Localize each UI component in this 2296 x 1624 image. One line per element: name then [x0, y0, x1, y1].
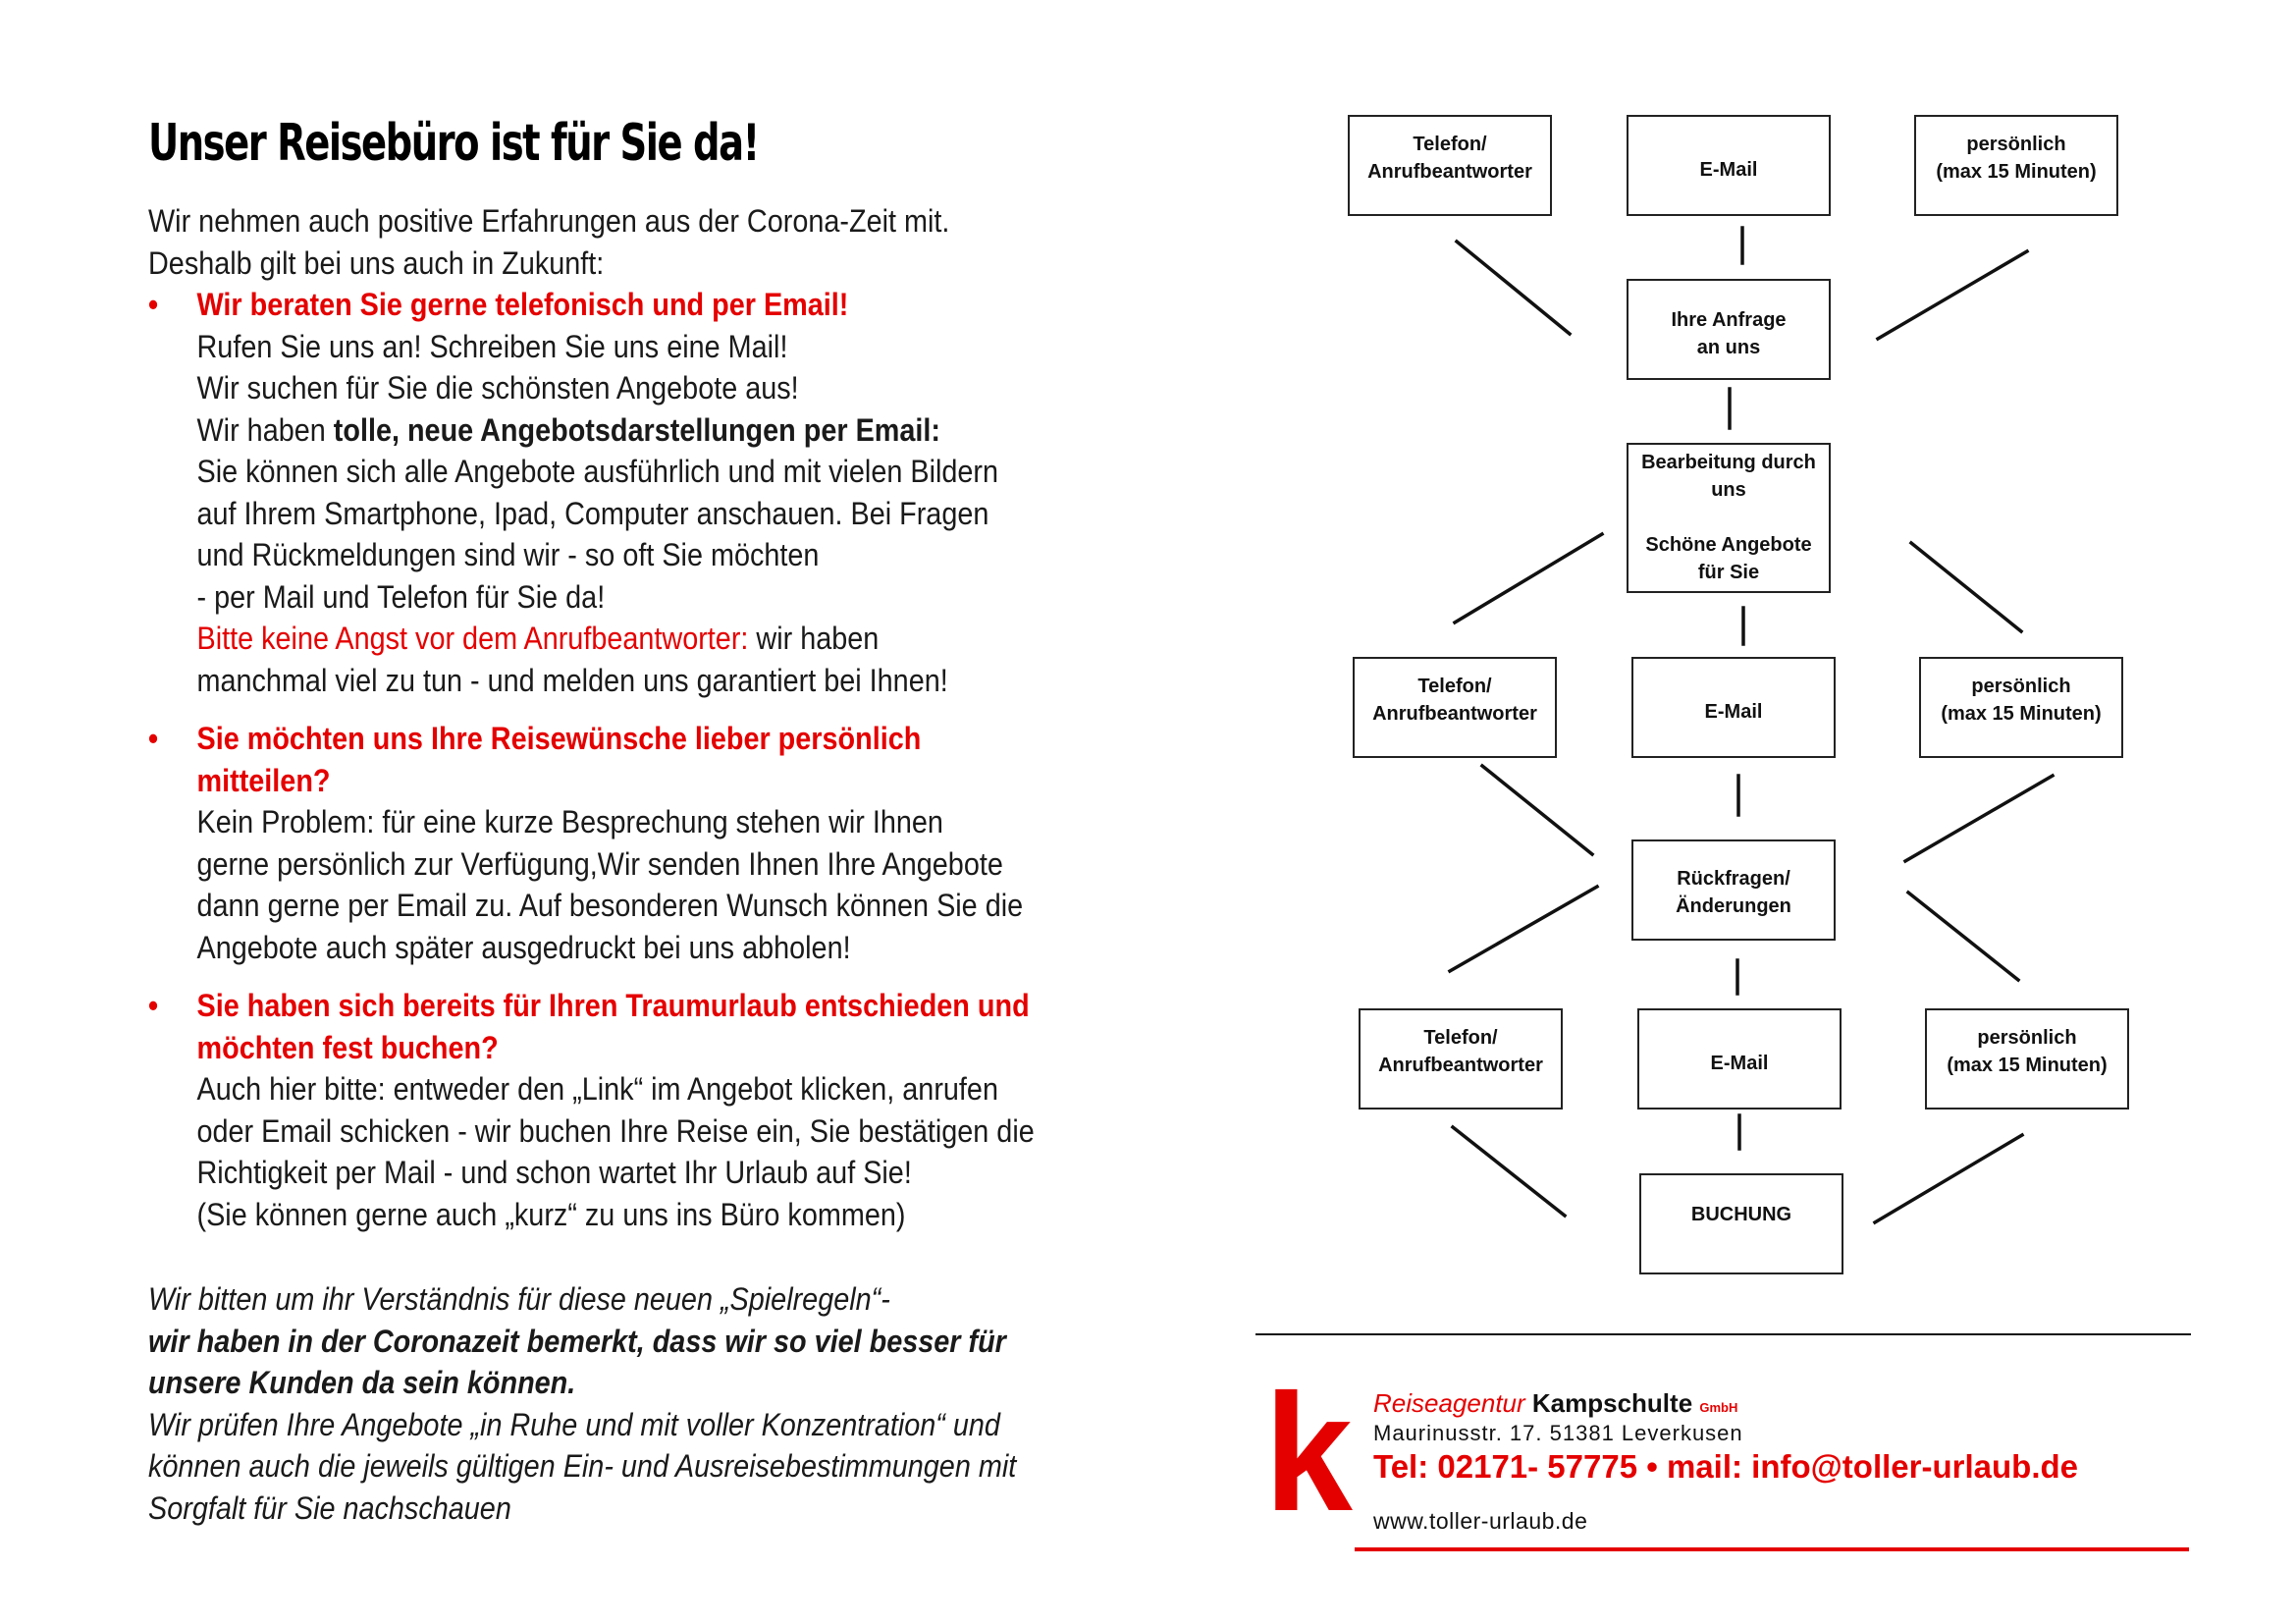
flow-box-personal: persönlich (max 15 Minuten) [1919, 657, 2123, 758]
paragraph-line: Richtigkeit per Mail - und schon wartet Ihr Urlaub auf Sie! [196, 1155, 912, 1190]
bullet-heading-1: • Wir beraten Sie gerne telefonisch und per Email! [148, 284, 1076, 326]
paragraph-line: auf Ihrem Smartphone, Ipad, Computer anschauen. Bei Fragen [196, 495, 989, 531]
bullet-heading-3: • Sie haben sich bereits für Ihren Traumurlaub entschieden und [148, 985, 1076, 1027]
connector-line [1875, 1135, 2022, 1222]
flow-box-email: E-Mail [1637, 1008, 1842, 1110]
paragraph-line: Angebote auch später ausgedruckt bei uns abholen! [196, 929, 851, 965]
flow-box-changes: Rückfragen/ Änderungen [1631, 839, 1836, 941]
flow-box-phone: Telefon/ Anrufbeantworter [1353, 657, 1557, 758]
paragraph-line: - per Mail und Telefon für Sie da! [196, 578, 606, 615]
bullet-heading-3-cont: möchten fest buchen? [196, 1029, 499, 1065]
flow-box-email: E-Mail [1631, 657, 1836, 758]
bullet-heading-2: • Sie möchten uns Ihre Reisewünsche lieber persönlich [148, 718, 1076, 760]
paragraph-line: gerne persönlich zur Verfügung,Wir senden Ihnen Ihre Angebote [196, 845, 1003, 882]
closing-line: können auch die jeweils gültigen Ein- und Ausreisebestimmungen mit [148, 1448, 1017, 1484]
connector-line [1455, 534, 1602, 623]
page-title: Unser Reisebüro ist für Sie da! [148, 114, 759, 173]
paragraph-line: dann gerne per Email zu. Auf besonderen Wunsch können Sie die [196, 888, 1024, 923]
connector-line [1453, 1127, 1565, 1216]
closing-line: Sorgfalt für Sie nachschauen [148, 1489, 511, 1526]
paragraph-line: oder Email schicken - wir buchen Ihre Reise ein, Sie bestätigen die [196, 1112, 1035, 1149]
connector-line [1905, 776, 2053, 861]
connector-line [1911, 543, 2021, 631]
flow-box-processing: Bearbeitung durch uns Schöne Angebote für Sie [1627, 443, 1831, 593]
flow-box-request: Ihre Anfrage an uns [1627, 279, 1831, 380]
paragraph-line: manchmal viel zu tun - und melden uns garantiert bei Ihnen! [196, 662, 948, 698]
highlight-text: tolle, neue Angebotsdarstellungen per Email: [333, 411, 940, 448]
flow-box-email: E-Mail [1627, 115, 1831, 216]
flow-box-personal: persönlich (max 15 Minuten) [1925, 1008, 2129, 1110]
paragraph-line: (Sie können gerne auch „kurz“ zu uns ins Büro kommen) [196, 1196, 906, 1232]
paragraph-line: Auch hier bitte: entweder den „Link“ im Angebot klicken, anrufen [196, 1071, 998, 1107]
paragraph-line: Rufen Sie uns an! Schreiben Sie uns eine Mail! [196, 328, 788, 364]
paragraph-line: Wir haben tolle, neue Angebotsdarstellungen per Email: [196, 411, 940, 448]
closing-line-bold: unsere Kunden da sein können. [148, 1365, 576, 1400]
divider [1255, 1333, 2191, 1335]
flow-box-booking: BUCHUNG [1639, 1173, 1843, 1274]
company-website-link[interactable]: www.toller-urlaub.de [1373, 1508, 1588, 1534]
paragraph-line: und Rückmeldungen sind wir - so oft Sie möchten [196, 537, 820, 572]
flow-box-phone: Telefon/ Anrufbeantworter [1348, 115, 1552, 216]
connector-line [1457, 242, 1570, 334]
closing-line-bold: wir haben in der Coronazeit bemerkt, dass wir so viel besser für [148, 1323, 1006, 1359]
connector-line [1908, 893, 2018, 980]
flow-box-phone: Telefon/ Anrufbeantworter [1359, 1008, 1563, 1110]
flow-box-personal: persönlich (max 15 Minuten) [1914, 115, 2118, 216]
logo-underline [1355, 1547, 2189, 1551]
bullet-icon: • [148, 988, 159, 1023]
bullet-icon: • [148, 721, 159, 756]
paragraph-line: Sie können sich alle Angebote ausführlich und mit vielen Bildern [196, 454, 999, 489]
paragraph-line: Wir suchen für Sie die schönsten Angebote aus! [196, 370, 799, 406]
company-contact[interactable]: Tel: 02171- 57775 • mail: info@toller-urlaub.de [1373, 1448, 2078, 1485]
company-address: Maurinusstr. 17. 51381 Leverkusen [1373, 1421, 1743, 1445]
closing-line: Wir prüfen Ihre Angebote „in Ruhe und mit voller Konzentration“ und [148, 1406, 1000, 1442]
company-name: Reiseagentur Kampschulte GmbH [1373, 1388, 1738, 1418]
connector-line [1878, 251, 2027, 339]
intro-line: Wir nehmen auch positive Erfahrungen aus der Corona-Zeit mit. [148, 203, 950, 239]
paragraph-line: Bitte keine Angst vor dem Anrufbeantworter: wir haben [196, 621, 880, 656]
connector-line [1482, 766, 1592, 854]
bullet-icon: • [148, 287, 159, 322]
closing-line: Wir bitten um ihr Verständnis für diese neuen „Spielregeln“- [148, 1281, 890, 1317]
intro-line: Deshalb gilt bei uns auch in Zukunft: [148, 244, 605, 281]
notice-text: Bitte keine Angst vor dem Anrufbeantworter: [196, 621, 749, 656]
logo-k-icon: k [1264, 1360, 1353, 1546]
connector-line [1450, 887, 1597, 971]
paragraph-line: Kein Problem: für eine kurze Besprechung stehen wir Ihnen [196, 804, 943, 839]
bullet-heading-2-cont: mitteilen? [196, 762, 331, 798]
